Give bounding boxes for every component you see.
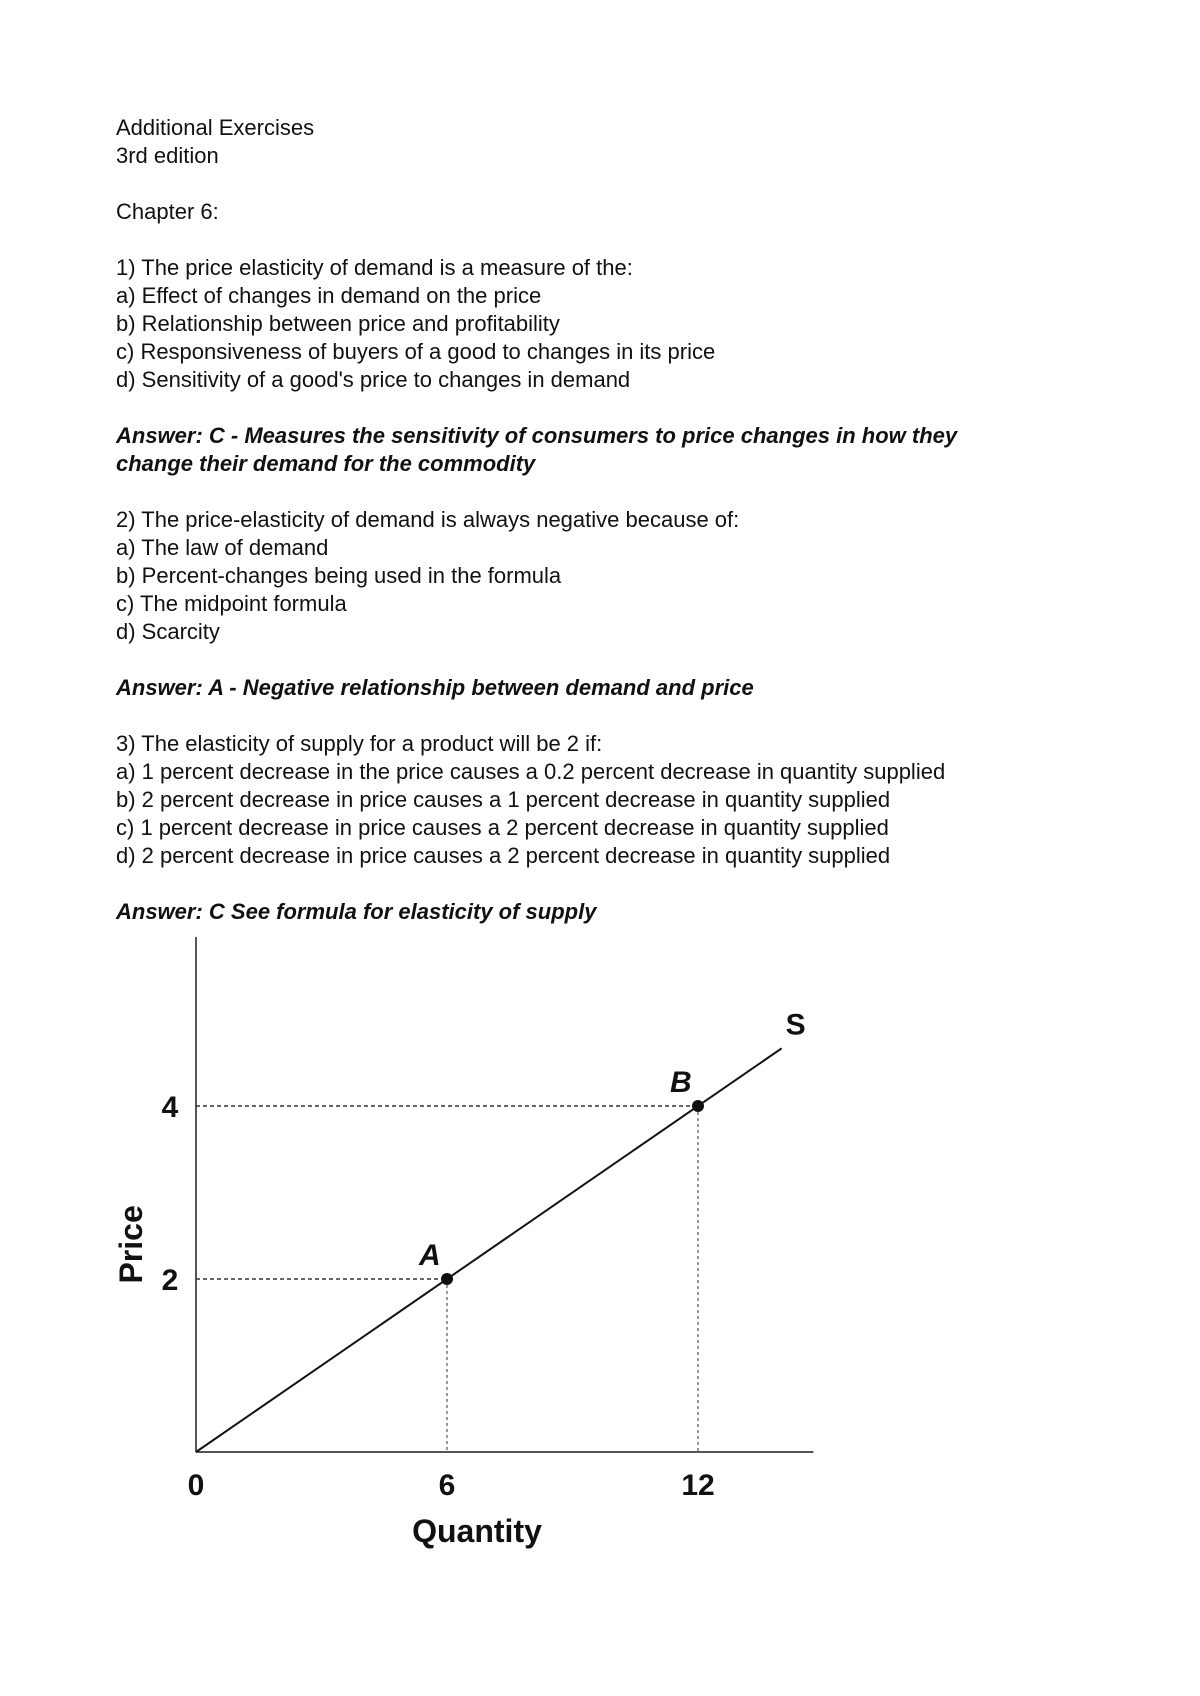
y-tick-label: 4 [161,1091,179,1124]
point-A [441,1273,453,1285]
y-tick-label: 2 [161,1264,179,1297]
option-d: d) 2 percent decrease in price causes a 2 percent decrease in quantity supplied [116,843,891,868]
document-title: Additional Exercises [116,115,315,140]
answer-line: Answer: C - Measures the sensitivity of consumers to price changes in how they [116,423,958,448]
option-d: d) Sensitivity of a good's price to changes in demand [116,367,631,392]
option-c: c) 1 percent decrease in price causes a 2 percent decrease in quantity supplied [116,815,889,840]
option-a: a) The law of demand [116,535,329,560]
option-b: b) 2 percent decrease in price causes a 1 percent decrease in quantity supplied [116,787,891,812]
question-1 [116,254,1096,478]
option-c: c) The midpoint formula [116,591,347,616]
series-label-S: S [785,1008,806,1042]
question-stem: 1) The price elasticity of demand is a measure of the: [116,255,633,280]
answer-line: change their demand for the commodity [116,451,536,476]
point-B [692,1100,704,1112]
chapter-heading: Chapter 6: [116,199,219,224]
point-label-A: A [419,1239,441,1272]
option-b: b) Relationship between price and profitability [116,311,560,336]
supply-curve-chart [100,925,840,1565]
answer-line: Answer: A - Negative relationship between demand and price [116,675,754,700]
option-c: c) Responsiveness of buyers of a good to changes in its price [116,339,716,364]
question-stem: 3) The elasticity of supply for a product will be 2 if: [116,731,603,756]
x-tick-label: 12 [681,1469,715,1502]
option-a: a) 1 percent decrease in the price causes a 0.2 percent decrease in quantity supplied [116,759,946,784]
question-3 [116,730,1096,926]
point-label-B: B [670,1066,692,1099]
x-tick-label: 0 [187,1469,205,1502]
question-stem: 2) The price-elasticity of demand is always negative because of: [116,507,740,532]
x-tick-label: 6 [438,1469,456,1502]
answer-line: Answer: C See formula for elasticity of supply [116,899,597,924]
option-b: b) Percent-changes being used in the formula [116,563,562,588]
question-2 [116,506,1096,702]
x-axis-title: Quantity [412,1513,542,1549]
document-body [116,114,1096,926]
option-a: a) Effect of changes in demand on the price [116,283,542,308]
y-axis-title: Price [113,1205,149,1284]
edition-label: 3rd edition [116,143,219,168]
option-d: d) Scarcity [116,619,220,644]
